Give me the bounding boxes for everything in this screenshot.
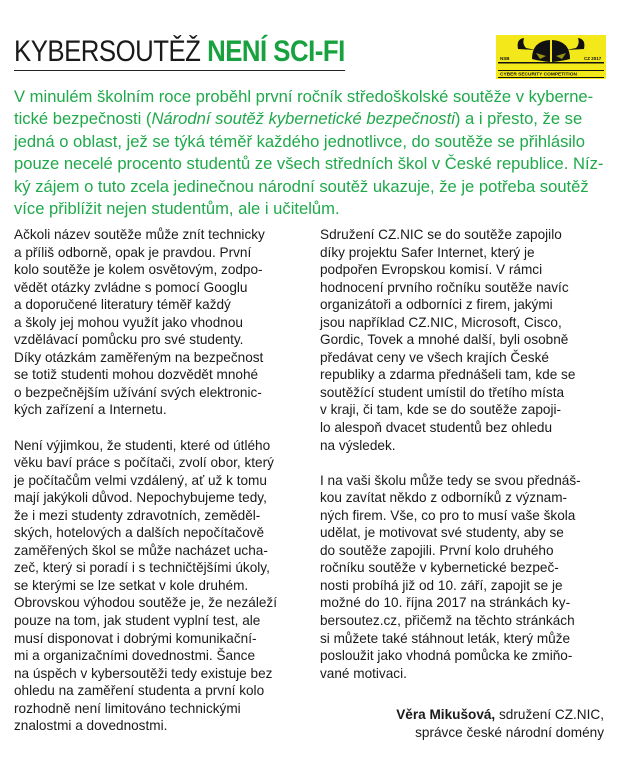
text-line: udělat, je motivovat své studenty, aby se xyxy=(320,525,564,541)
left-column xyxy=(14,226,309,735)
text-line: a doporučené literatury téměř každý xyxy=(14,297,231,313)
signature-line-1 xyxy=(320,706,604,724)
text-line: podpořen Evropskou komisí. V rámci xyxy=(320,262,543,278)
text-line: republiky a zdarma přednášeli tam, kde se xyxy=(320,367,576,383)
author-affiliation: sdružení CZ.NIC, xyxy=(495,707,604,722)
text-line: ohledu na zaměření studenta a první kolo xyxy=(14,683,265,699)
text-line: bersoutez.cz, přičemž na těchto stránkách xyxy=(320,613,575,629)
intro-line: pouze necelé procento studentů ze všech středních škol v České republice. Níz- xyxy=(14,154,604,174)
cyber-security-competition-logo xyxy=(496,35,606,79)
right-paragraph-2 xyxy=(320,472,615,683)
text-line: předávat ceny ve všech krajích České xyxy=(320,349,549,365)
text-line: mi a organizačními dovednostmi. Šance xyxy=(14,648,256,664)
text-line: mají jakýkoli důvod. Nepochybujeme tedy, xyxy=(14,490,267,506)
text-line: zaměřených škol se může nacházet ucha- xyxy=(14,542,268,558)
text-line: možné do 10. října 2017 na stránkách ky- xyxy=(320,595,571,611)
text-line: Díky otázkám zaměřeným na bezpečnost xyxy=(14,349,264,365)
text-line: na úspěch v kybersoutěži tedy existuje bez xyxy=(14,665,273,681)
text-line: díky projektu Safer Internet, který je xyxy=(320,244,535,260)
right-column xyxy=(320,226,615,682)
intro-line: více přiblížit nejen studentům, ale i učitelům. xyxy=(14,199,340,219)
article-title-part1: KYBERSOUTĚŽ xyxy=(14,35,208,68)
text-line: Gordic, Tovek a mnohé další, byli osobně xyxy=(320,332,569,348)
svg-text:NSB: NSB xyxy=(500,56,510,61)
svg-text:CYBER SECURITY COMPETITION: CYBER SECURITY COMPETITION xyxy=(500,72,577,78)
text-line: věku baví práce s počítači, zvolí obor, který xyxy=(14,455,274,471)
svg-text:CZ 2017: CZ 2017 xyxy=(584,56,602,61)
text-line: vzdělávací pomůcku pro své studenty. xyxy=(14,332,244,348)
intro-line: tické bezpečnosti (Národní soutěž kybernetické bezpečnosti) a i přesto, že se xyxy=(14,109,583,129)
text-line: se totiž studenti mohou dozvědět mnohé xyxy=(14,367,259,383)
text-line: že i mezi studenty zdravotních, zeměděl- xyxy=(14,507,261,523)
article-title-part2: NENÍ SCI-FI xyxy=(207,35,345,68)
text-line: ročníku soutěže v kybernetické bezpeč- xyxy=(320,560,559,576)
text-line: si můžete také stáhnout leták, který může xyxy=(320,630,571,646)
author-signature xyxy=(320,706,604,741)
intro-line: jedná o oblast, jež se týká téměř každého jednotlivce, do soutěže se přihlásilo xyxy=(14,131,585,151)
paragraph-gap xyxy=(14,419,309,437)
text-line: kolo soutěže je kolem osvětovým, zodpo- xyxy=(14,262,263,278)
text-line: v kraji, či tam, kde se do soutěže zapoji- xyxy=(320,402,562,418)
text-line: rozhodně není limitováno technickými xyxy=(14,700,241,716)
text-line: hodnocení prvního ročníku soutěže navíc xyxy=(320,279,569,295)
text-line: o bezpečnějším užívání svých elektronic- xyxy=(14,384,262,400)
intro-line: ký zájem o tuto zcela jedinečnou národní soutěž ukazuje, že je potřeba soutěž xyxy=(14,176,589,196)
text-line: se kterými se lze setkat v kole druhém. xyxy=(14,577,249,593)
text-line: a příliš odborně, opak je pravdou. První xyxy=(14,244,252,260)
article-intro xyxy=(14,86,614,220)
article-title xyxy=(14,34,345,71)
text-line: soutěžící student umístil do třetího místa xyxy=(320,384,565,400)
intro-line: V minulém školním roce proběhl první ročník středoškolské soutěže v kyberne- xyxy=(14,87,594,106)
text-line: jsou například CZ.NIC, Microsoft, Cisco, xyxy=(320,314,562,330)
text-line: organizátoři a odborníci z firem, jakými xyxy=(320,297,553,313)
text-line: a školy jej mohou využít jako vhodnou xyxy=(14,314,243,330)
helmet-horns-logo-icon xyxy=(496,35,606,79)
text-line: nosti probíhá již od 10. září, zapojit se je xyxy=(320,577,563,593)
author-name: Věra Mikušová, xyxy=(396,707,496,722)
text-line: Ačkoli název soutěže může znít technicky xyxy=(14,227,265,242)
text-line: Sdružení CZ.NIC se do soutěže zapojilo xyxy=(320,227,562,242)
text-line: znalostmi a dovednostmi. xyxy=(14,718,168,734)
text-line: musí disponovat i dobrými komunikační- xyxy=(14,630,257,646)
text-line: vědět otázky zvládne s pomocí Googlu xyxy=(14,279,248,295)
text-line: je počítačům velmi vzdálený, ať už k tomu xyxy=(14,472,267,488)
right-paragraph-1 xyxy=(320,226,615,454)
text-line: Obrovskou výhodou soutěže je, že nezáleží xyxy=(14,595,277,611)
text-line: ných firem. Vše, co pro to musí vaše škola xyxy=(320,507,576,523)
text-line: I na vaši školu může tedy se svou přednáš- xyxy=(320,472,581,488)
competition-name-italic: Národní soutěž kybernetické bezpečnosti xyxy=(151,109,455,129)
text-line: zeč, který si poradí i s techničtějšími úkoly, xyxy=(14,560,270,576)
text-line: ských, hotelových a dalších nepočítačově xyxy=(14,525,265,541)
text-line: na výsledek. xyxy=(320,437,396,453)
paragraph-gap xyxy=(320,454,615,472)
left-paragraph-1 xyxy=(14,226,309,419)
text-line: Není výjimkou, že studenti, které od útlého xyxy=(14,437,271,453)
author-role: správce české národní domény xyxy=(415,724,604,740)
text-line: pouze na tom, jak student vyplní test, ale xyxy=(14,613,261,629)
text-line: kou zavítat někdo z odborníků z význam- xyxy=(320,490,568,506)
text-line: posloužit jako vhodná pomůcka ke zmiňo- xyxy=(320,648,573,664)
left-paragraph-2 xyxy=(14,437,309,735)
text-line: do soutěže zapojili. První kolo druhého xyxy=(320,542,554,558)
text-line: vané motivaci. xyxy=(320,665,407,681)
text-line: lo alespoň dvacet studentů bez ohledu xyxy=(320,420,553,436)
text-line: kých zařízení a Internetu. xyxy=(14,402,167,418)
